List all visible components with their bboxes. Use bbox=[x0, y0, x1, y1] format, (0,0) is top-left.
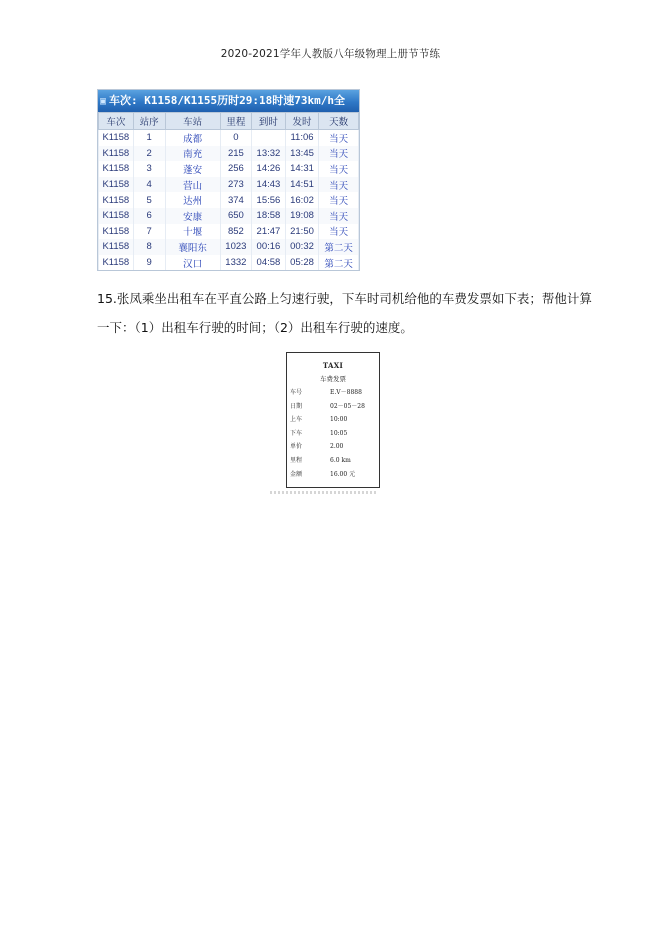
table-cell: 襄阳东 bbox=[165, 239, 220, 255]
receipt-row bbox=[290, 429, 376, 439]
receipt-value: E.V－8888 bbox=[330, 389, 362, 396]
table-cell: 5 bbox=[133, 192, 165, 208]
table-cell: 安康 bbox=[165, 208, 220, 224]
receipt-row bbox=[290, 456, 376, 466]
table-cell: 0 bbox=[220, 130, 252, 146]
table-row bbox=[99, 161, 359, 177]
table-cell: 16:02 bbox=[285, 192, 319, 208]
question-line-2: 一下：（1）出租车行驶的时间；（2）出租车行驶的速度。 bbox=[97, 320, 413, 335]
table-cell: 当天 bbox=[319, 224, 359, 240]
table-cell: K1158 bbox=[99, 161, 134, 177]
table-row bbox=[99, 192, 359, 208]
receipt-label: 金额 bbox=[290, 470, 303, 478]
table-cell: 6 bbox=[133, 208, 165, 224]
table-cell: 256 bbox=[220, 161, 252, 177]
scan-artifact bbox=[270, 491, 378, 494]
receipt-value: 6.0 km bbox=[330, 457, 351, 464]
col-header: 发时 bbox=[285, 113, 319, 130]
col-header: 车站 bbox=[165, 113, 220, 130]
receipt-label: 车号 bbox=[290, 389, 303, 396]
table-cell: 14:31 bbox=[285, 161, 319, 177]
table-cell: 05:28 bbox=[285, 255, 319, 271]
table-cell: K1158 bbox=[99, 177, 134, 193]
table-cell: 达州 bbox=[165, 192, 220, 208]
table-cell: 蓬安 bbox=[165, 161, 220, 177]
table-cell: 00:32 bbox=[285, 239, 319, 255]
table-cell: 2 bbox=[133, 146, 165, 162]
table-cell: 当天 bbox=[319, 146, 359, 162]
table-row bbox=[99, 255, 359, 271]
table-cell: K1158 bbox=[99, 255, 134, 271]
table-cell: 04:58 bbox=[252, 255, 286, 271]
receipt-value: 10:05 bbox=[330, 429, 348, 437]
page-header: 2020-2021学年人教版八年级物理上册节节练 bbox=[220, 48, 441, 60]
receipt-label: 日期 bbox=[290, 402, 303, 410]
table-cell: 21:50 bbox=[285, 224, 319, 240]
receipt-title: TAXI bbox=[322, 361, 344, 370]
train-banner bbox=[98, 90, 359, 112]
col-header: 车次 bbox=[99, 113, 134, 130]
col-header: 里程 bbox=[220, 113, 252, 130]
receipt-row bbox=[290, 470, 376, 480]
table-cell: 当天 bbox=[319, 161, 359, 177]
table-cell: 当天 bbox=[319, 208, 359, 224]
table-cell: K1158 bbox=[99, 224, 134, 240]
receipt-value: 02－05－28 bbox=[330, 402, 365, 410]
table-cell: 1332 bbox=[220, 255, 252, 271]
table-cell: 十堰 bbox=[165, 224, 220, 240]
table-cell: 21:47 bbox=[252, 224, 286, 240]
question-line-1: 15.张凤乘坐出租车在平直公路上匀速行驶，下车时司机给他的车费发票如下表；帮他计算 bbox=[97, 291, 592, 306]
table-cell: 当天 bbox=[319, 130, 359, 146]
table-cell: 13:32 bbox=[252, 146, 286, 162]
table-cell: 营山 bbox=[165, 177, 220, 193]
train-schedule bbox=[97, 89, 360, 271]
table-cell: 成都 bbox=[165, 130, 220, 146]
train-table-header bbox=[99, 113, 359, 130]
table-cell: 第二天 bbox=[319, 239, 359, 255]
table-cell: 4 bbox=[133, 177, 165, 193]
table-cell: 1023 bbox=[220, 239, 252, 255]
table-cell: K1158 bbox=[99, 130, 134, 146]
train-icon: ▣ bbox=[100, 96, 107, 107]
table-cell: 南充 bbox=[165, 146, 220, 162]
receipt-subtitle: 车费发票 bbox=[320, 375, 346, 383]
table-cell: 374 bbox=[220, 192, 252, 208]
table-cell: 215 bbox=[220, 146, 252, 162]
table-cell: 11:06 bbox=[285, 130, 319, 146]
table-cell: 15:56 bbox=[252, 192, 286, 208]
receipt-value: 16.00 元 bbox=[330, 470, 356, 478]
table-cell: 273 bbox=[220, 177, 252, 193]
table-cell: 852 bbox=[220, 224, 252, 240]
table-cell: 第二天 bbox=[319, 255, 359, 271]
col-header: 到时 bbox=[252, 113, 286, 130]
table-cell: 650 bbox=[220, 208, 252, 224]
table-cell: 当天 bbox=[319, 177, 359, 193]
table-row bbox=[99, 146, 359, 162]
table-cell: K1158 bbox=[99, 239, 134, 255]
table-cell: 14:51 bbox=[285, 177, 319, 193]
col-header: 天数 bbox=[319, 113, 359, 130]
table-cell: 9 bbox=[133, 255, 165, 271]
receipt-row bbox=[290, 402, 376, 412]
table-row bbox=[99, 224, 359, 240]
receipt-label: 上车 bbox=[290, 416, 303, 424]
table-row bbox=[99, 208, 359, 224]
receipt-label: 单价 bbox=[290, 443, 303, 451]
table-cell: 7 bbox=[133, 224, 165, 240]
train-banner-text: 车次: K1158/K1155历时29:18时速73km/h全 bbox=[109, 94, 345, 107]
receipt-value: 2.00 bbox=[330, 443, 344, 451]
table-cell: 8 bbox=[133, 239, 165, 255]
table-cell: 3 bbox=[133, 161, 165, 177]
receipt-value: 10:00 bbox=[330, 416, 348, 424]
table-cell: 汉口 bbox=[165, 255, 220, 271]
table-cell: 00:16 bbox=[252, 239, 286, 255]
table-cell: K1158 bbox=[99, 192, 134, 208]
table-row bbox=[99, 177, 359, 193]
table-cell: 当天 bbox=[319, 192, 359, 208]
table-cell: 13:45 bbox=[285, 146, 319, 162]
receipt-row bbox=[290, 442, 376, 452]
receipt-row bbox=[290, 388, 376, 398]
receipt-label: 下车 bbox=[290, 429, 303, 437]
table-row bbox=[99, 130, 359, 146]
taxi-receipt bbox=[286, 352, 380, 488]
table-cell: 19:08 bbox=[285, 208, 319, 224]
table-cell: K1158 bbox=[99, 208, 134, 224]
receipt-row bbox=[290, 415, 376, 425]
receipt-label: 里程 bbox=[290, 457, 303, 464]
table-cell bbox=[252, 130, 286, 146]
table-cell: 1 bbox=[133, 130, 165, 146]
col-header: 站序 bbox=[133, 113, 165, 130]
table-cell: 18:58 bbox=[252, 208, 286, 224]
table-cell: K1158 bbox=[99, 146, 134, 162]
table-cell: 14:26 bbox=[252, 161, 286, 177]
table-row bbox=[99, 239, 359, 255]
table-cell: 14:43 bbox=[252, 177, 286, 193]
train-table bbox=[98, 112, 359, 270]
